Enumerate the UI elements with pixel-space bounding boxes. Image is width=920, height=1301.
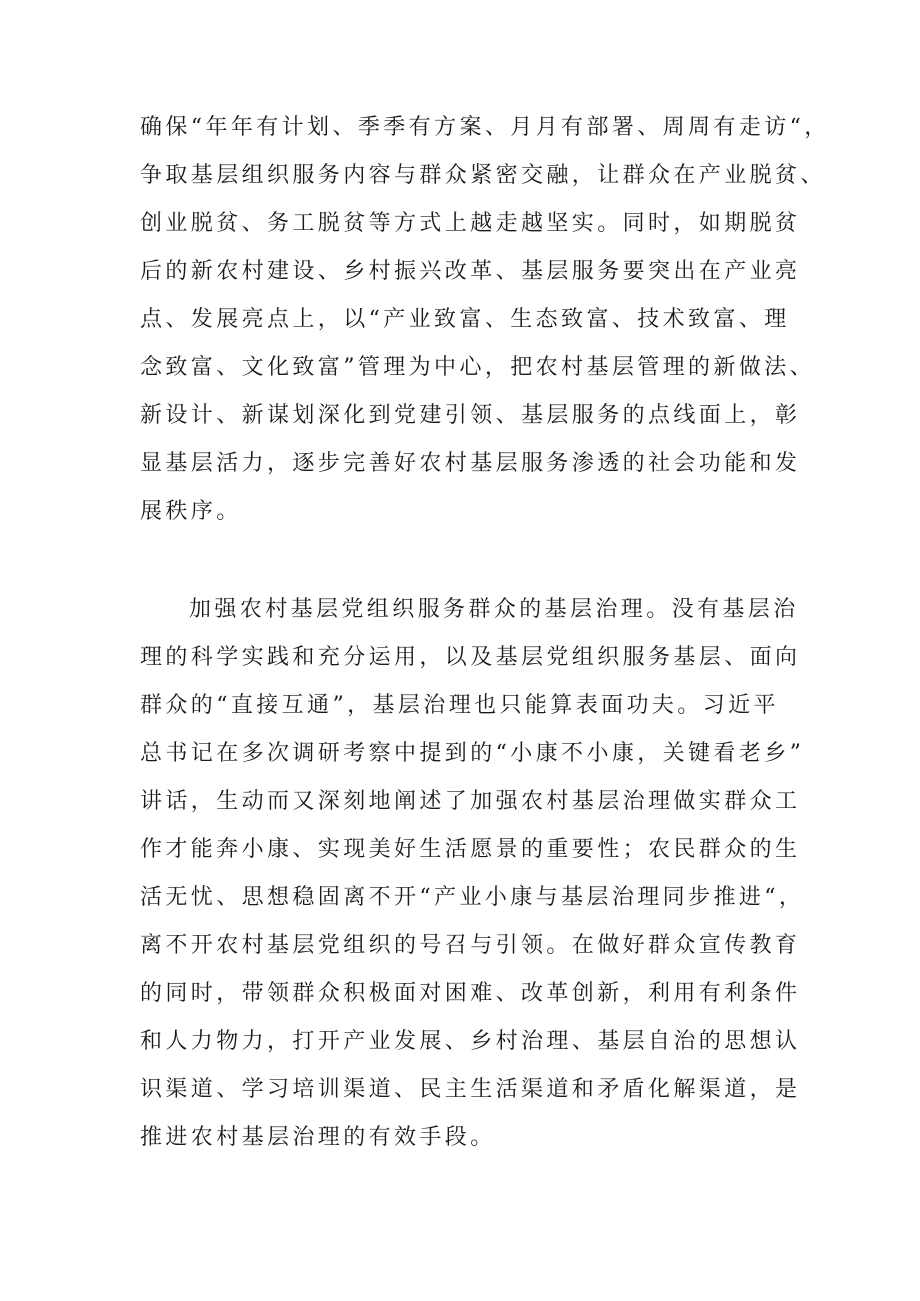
paragraph-line: 识渠道、学习培训渠道、民主生活渠道和矛盾化解渠道，是 xyxy=(140,1077,801,1102)
paragraph-line: 念致富、文化致富”管理为中心，把农村基层管理的新做法、 xyxy=(140,355,816,380)
paragraph-line: 总书记在多次调研考察中提到的“小康不小康，关键看老乡” xyxy=(140,741,805,766)
paragraph-line: 群众的“直接互通”，基层治理也只能算表面功夫。习近平 xyxy=(140,693,779,718)
paragraph-line: 离不开农村基层党组织的号召与引领。在做好群众宣传教育 xyxy=(140,933,801,958)
paragraph-line: 讲话，生动而又深刻地阐述了加强农村基层治理做实群众工 xyxy=(140,789,801,814)
paragraph-line: 推进农村基层治理的有效手段。 xyxy=(140,1125,496,1150)
paragraph-line: 活无忧、思想稳固离不开“产业小康与基层治理同步推进“， xyxy=(140,885,805,910)
paragraph-line: 作才能奔小康、实现美好生活愿景的重要性；农民群众的生 xyxy=(140,837,801,862)
paragraph-line: 加强农村基层党组织服务群众的基层治理。没有基层治 xyxy=(189,597,799,622)
paragraph-line: 新设计、新谋划深化到党建引领、基层服务的点线面上，彰 xyxy=(140,403,801,428)
paragraph-line: 创业脱贫、务工脱贫等方式上越走越坚实。同时，如期脱贫 xyxy=(140,211,801,236)
paragraph-line: 点、发展亮点上，以“产业致富、生态致富、技术致富、理 xyxy=(140,307,790,332)
paragraph-line: 的同时，带领群众积极面对困难、改革创新，利用有利条件 xyxy=(140,981,801,1006)
paragraph-line: 后的新农村建设、乡村振兴改革、基层服务要突出在产业亮 xyxy=(140,259,801,284)
paragraph-line: 和人力物力，打开产业发展、乡村治理、基层自治的思想认 xyxy=(140,1029,801,1054)
paragraph-line: 理的科学实践和充分运用，以及基层党组织服务基层、面向 xyxy=(140,645,801,670)
paragraph-line: 展秩序。 xyxy=(140,499,242,524)
paragraph-line: 确保“年年有计划、季季有方案、月月有部署、周周有走访“， xyxy=(140,115,830,140)
paragraph-line: 显基层活力，逐步完善好农村基层服务渗透的社会功能和发 xyxy=(140,451,801,476)
paragraph-line: 争取基层组织服务内容与群众紧密交融，让群众在产业脱贫、 xyxy=(140,163,826,188)
